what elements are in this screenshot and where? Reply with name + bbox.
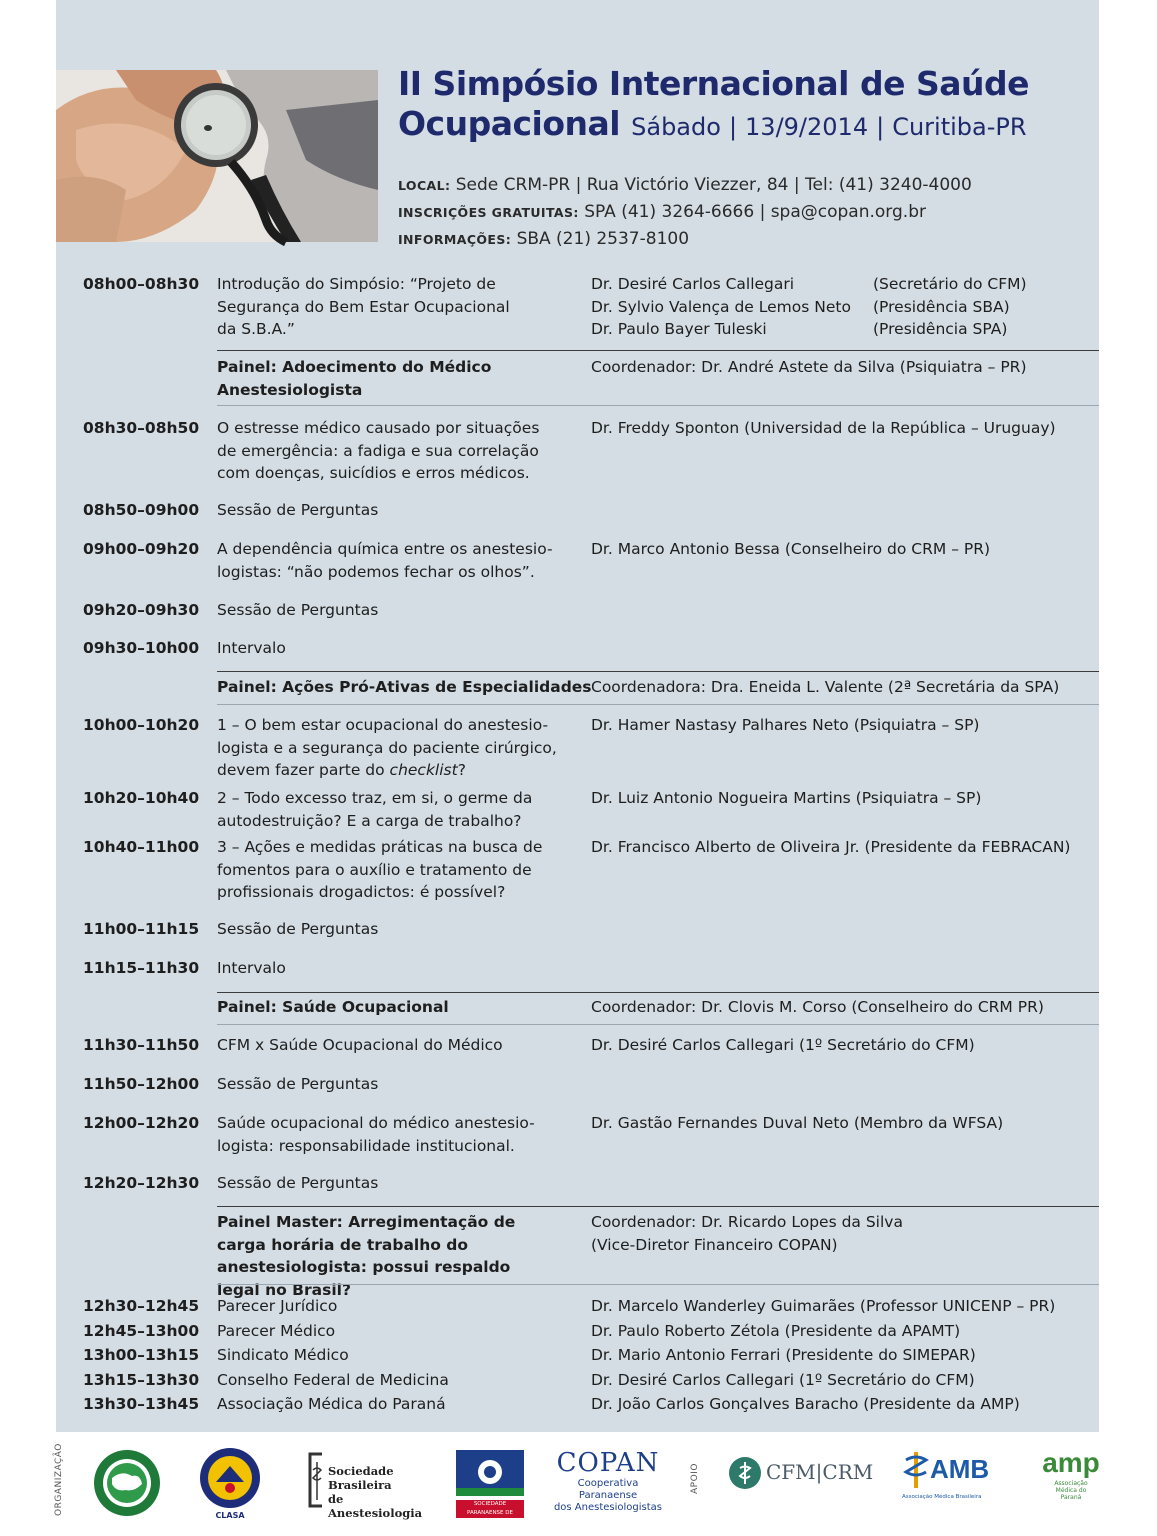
amp-logo-sub3: Paraná [1060, 1494, 1082, 1501]
panel-coordinator [591, 1211, 1091, 1256]
section-divider [217, 1024, 1099, 1025]
session-time: 08h50–09h00 [83, 501, 200, 519]
session-topic: CFM x Saúde Ocupacional do Médico [217, 1036, 503, 1054]
spa-logo-text: SOCIEDADE PARANAENSE DE ANESTESIOLOGIA [456, 1500, 524, 1518]
session-topic: Sessão de Perguntas [217, 920, 379, 938]
sba-logo-line1: Sociedade Brasileira [328, 1464, 394, 1492]
session-speaker: Dr. Mario Antonio Ferrari (Presidente do SIMEPAR) [591, 1346, 976, 1365]
section-divider [217, 671, 1099, 672]
copan-logo-name: COPAN [556, 1448, 660, 1478]
copan-logo-line1: Cooperativa Paranaense [577, 1478, 639, 1501]
title-block [398, 64, 1088, 147]
session-time: 11h50–12h00 [83, 1075, 200, 1093]
session-topic: Associação Médica do Paraná [217, 1395, 446, 1414]
event-title-line2: Ocupacional [398, 104, 621, 143]
support-label: APOIO [690, 1463, 700, 1494]
copan-logo [548, 1448, 668, 1524]
panel-title: Painel: Ações Pró-Ativas de Especialidades [217, 678, 592, 696]
session-time: 11h30–11h50 [83, 1036, 200, 1054]
amb-logo [902, 1450, 1012, 1514]
section-divider [217, 405, 1099, 406]
sba-emblem-icon [306, 1452, 328, 1508]
section-divider [217, 704, 1099, 705]
session-topic: Sessão de Perguntas [217, 1174, 379, 1192]
amp-logo [1036, 1446, 1106, 1526]
speaker-role: (Secretário do CFM) [873, 275, 1027, 293]
session-topic: Conselho Federal de Medicina [217, 1370, 449, 1389]
session-time: 12h20–12h30 [83, 1174, 200, 1192]
session-time: 13h15–13h30 [83, 1370, 200, 1389]
amb-logo-text: AMB [930, 1454, 990, 1484]
session-time: 11h00–11h15 [83, 920, 200, 938]
speaker-role: (Presidência SPA) [873, 320, 1008, 338]
session-speaker: Dr. Marco Antonio Bessa (Conselheiro do CRM – PR) [591, 540, 991, 558]
info-label: LOCAL: [398, 178, 451, 193]
schedule-row [56, 1294, 1099, 1319]
session-time: 08h00–08h30 [83, 275, 200, 293]
info-contact [398, 226, 1088, 253]
topic-text: 1 – O bem estar ocupacional do anestesio-logista e a segurança do paciente cirúrgico, devem fazer parte do [217, 716, 557, 779]
topic-text: ? [457, 761, 466, 779]
info-label: INSCRIÇÕES GRATUITAS: [398, 205, 579, 220]
schedule-row [56, 1392, 1099, 1417]
sba-logo-line2: de Anestesiologia [328, 1492, 423, 1520]
session-time: 10h00–10h20 [83, 716, 200, 734]
event-title-line1: II Simpósio Internacional de Saúde [398, 64, 1030, 103]
amp-logo-sub1: Associação [1054, 1480, 1088, 1487]
info-text: SPA (41) 3264-6666 | spa@copan.org.br [584, 202, 926, 222]
info-location [398, 172, 1088, 199]
info-text: Sede CRM-PR | Rua Victório Viezzer, 84 | Tel: (41) 3240-4000 [455, 175, 972, 195]
session-time: 08h30–08h50 [83, 419, 200, 437]
session-speaker: Dr. Marcelo Wanderley Guimarães (Professor UNICENP – PR) [591, 1297, 1056, 1315]
session-topic: Intervalo [217, 959, 286, 977]
panel-title: Painel: Adoecimento do Médico Anestesiologista [217, 358, 492, 399]
amb-emblem-icon [902, 1450, 930, 1490]
event-date-city: Sábado | 13/9/2014 | Curitiba-PR [631, 113, 1027, 141]
amp-logo-text: amp [1042, 1447, 1100, 1478]
clasa-logo-text: CLASA [215, 1511, 245, 1520]
speaker-name: Dr. Paulo Bayer Tuleski [591, 320, 767, 338]
sponsor-footer [0, 1432, 1157, 1536]
copan-logo-line2: dos Anestesiologistas [553, 1502, 663, 1513]
session-time: 13h30–13h45 [83, 1395, 200, 1414]
session-speaker: Dr. Desiré Carlos Callegari (1º Secretário do CFM) [591, 1370, 975, 1389]
session-time: 12h45–13h00 [83, 1321, 200, 1340]
speaker-role: (Presidência SBA) [873, 297, 1010, 316]
cfm-crm-logo [728, 1454, 878, 1498]
session-topic: Sindicato Médico [217, 1346, 349, 1365]
amp-logo-sub2: Médica do [1055, 1487, 1087, 1494]
panel-coordinator: Coordenador: Dr. Clovis M. Corso (Conselheiro do CRM PR) [591, 998, 1044, 1016]
session-speaker: Dr. Freddy Sponton (Universidad de la República – Uruguay) [591, 419, 1056, 437]
clasa-logo [198, 1446, 262, 1520]
speaker-line [591, 273, 1091, 296]
session-time: 12h30–12h45 [83, 1297, 200, 1315]
session-topic: Sessão de Perguntas [217, 501, 379, 519]
session-time: 13h00–13h15 [83, 1346, 200, 1365]
session-speaker: Dr. Gastão Fernandes Duval Neto (Membro da WFSA) [591, 1114, 1004, 1132]
event-date: 13/9/2014 [745, 113, 869, 141]
event-info [398, 172, 1088, 253]
session-topic: Sessão de Perguntas [217, 601, 379, 619]
session-speakers [591, 273, 1091, 341]
session-topic: Sessão de Perguntas [217, 1075, 379, 1093]
speaker-name: Dr. Desiré Carlos Callegari [591, 275, 795, 293]
event-title-line2-row [398, 104, 1088, 147]
session-speaker: Dr. João Carlos Gonçalves Baracho (Presidente da AMP) [591, 1395, 1020, 1414]
session-topic: A dependência química entre os anestesio-logistas: “não podemos fechar os olhos”. [217, 540, 553, 581]
poster [56, 0, 1099, 1432]
organization-label: ORGANIZAÇÃO [54, 1443, 64, 1516]
panel-coordinator: Coordenadora: Dra. Eneida L. Valente (2ª Secretária da SPA) [591, 678, 1060, 696]
session-topic: Introdução do Simpósio: “Projeto de Segurança do Bem Estar Ocupacional da S.B.A.” [217, 275, 510, 338]
session-speaker: Dr. Paulo Roberto Zétola (Presidente da APAMT) [591, 1321, 961, 1340]
session-speaker: Dr. Francisco Alberto de Oliveira Jr. (Presidente da FEBRACAN) [591, 838, 1071, 856]
schedule-row [56, 1319, 1099, 1344]
speaker-line [591, 318, 1091, 341]
wfsa-logo [92, 1448, 162, 1518]
session-speaker: Dr. Desiré Carlos Callegari (1º Secretário do CFM) [591, 1036, 975, 1054]
info-label: INFORMAÇÕES: [398, 232, 512, 247]
cfm-crm-text: CFM|CRM [766, 1460, 874, 1484]
speaker-line [591, 296, 1091, 319]
cfm-emblem-icon [728, 1456, 762, 1490]
stethoscope-photo [56, 70, 378, 242]
session-topic: O estresse médico causado por situações de emergência: a fadiga e sua correlação com doenças, suicídios e erros médicos. [217, 419, 540, 482]
session-topic: 3 – Ações e medidas práticas na busca de fomentos para o auxílio e tratamento de profissionais drogadictos: é possível? [217, 838, 543, 901]
panel-title: Painel Master: Arregimentação de carga horária de trabalho do anestesiologista: possui respaldo legal no Brasil? [217, 1213, 516, 1299]
session-topic: Parecer Jurídico [217, 1297, 338, 1315]
section-divider [217, 992, 1099, 993]
session-topic [217, 714, 562, 782]
session-topic: Intervalo [217, 639, 286, 657]
speaker-name: Dr. Sylvio Valença de Lemos Neto [591, 297, 851, 316]
session-time: 09h20–09h30 [83, 601, 200, 619]
session-time: 12h00–12h20 [83, 1114, 200, 1132]
session-time: 09h00–09h20 [83, 540, 200, 558]
info-registration [398, 199, 1088, 226]
coordinator-name: Coordenador: Dr. Ricardo Lopes da Silva [591, 1213, 903, 1231]
session-topic: Parecer Médico [217, 1321, 336, 1340]
session-time: 10h20–10h40 [83, 789, 200, 807]
panel-title: Painel: Saúde Ocupacional [217, 998, 449, 1016]
session-time: 10h40–11h00 [83, 838, 200, 856]
final-sessions [56, 1294, 1099, 1417]
section-divider [217, 1206, 1099, 1207]
spa-logo [456, 1450, 524, 1525]
topic-emphasis: checklist [389, 761, 458, 779]
session-topic: 2 – Todo excesso traz, em si, o germe da autodestruição? E a carga de trabalho? [217, 789, 533, 830]
section-divider [217, 1284, 1099, 1285]
schedule-row [56, 1343, 1099, 1368]
session-speaker: Dr. Luiz Antonio Nogueira Martins (Psiquiatra – SP) [591, 789, 982, 807]
event-city: Curitiba-PR [892, 113, 1027, 141]
session-speaker: Dr. Hamer Nastasy Palhares Neto (Psiquiatra – SP) [591, 716, 980, 734]
session-time: 09h30–10h00 [83, 639, 200, 657]
info-text: SBA (21) 2537-8100 [516, 229, 690, 249]
session-time: 11h15–11h30 [83, 959, 200, 977]
panel-coordinator: Coordenador: Dr. André Astete da Silva (Psiquiatra – PR) [591, 358, 1027, 376]
section-divider [217, 350, 1099, 351]
amb-logo-subtitle: Associação Médica Brasileira [902, 1494, 982, 1500]
schedule-row [56, 1368, 1099, 1393]
coordinator-role: (Vice-Diretor Financeiro COPAN) [591, 1235, 838, 1254]
session-topic: Saúde ocupacional do médico anestesio-logista: responsabilidade institucional. [217, 1114, 535, 1155]
event-day: Sábado [631, 113, 721, 141]
sba-logo [306, 1452, 436, 1520]
spa-emblem-icon [456, 1450, 524, 1496]
